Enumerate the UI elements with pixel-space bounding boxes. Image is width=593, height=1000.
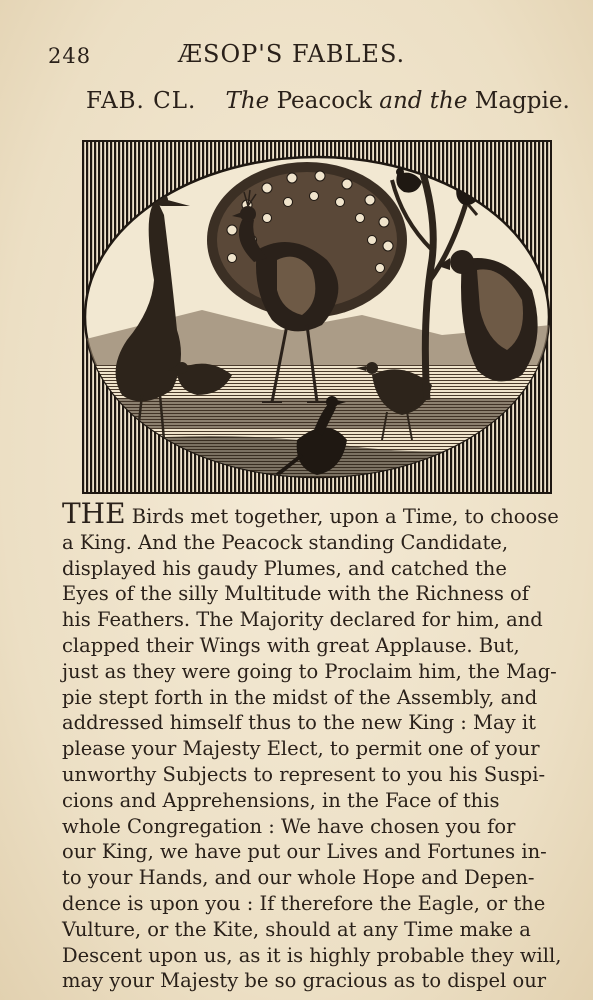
page-number: 248 — [48, 44, 92, 68]
text-line: pie stept forth in the midst of the Assembly, and — [62, 685, 538, 709]
fable-title-and-the: and the — [379, 88, 468, 114]
text-line: Eyes of the silly Multitude with the Richness of — [62, 582, 529, 606]
text-line: a King. And the Peacock standing Candidate, — [62, 530, 509, 554]
text-line: cions and Apprehensions, in the Face of this — [62, 788, 500, 812]
fable-title-magpie: Magpie. — [474, 88, 570, 114]
page-header — [48, 40, 563, 72]
running-title: ÆSOP'S FABLES. — [178, 40, 406, 68]
text-line: just as they were going to Proclaim him, the Mag- — [62, 659, 557, 683]
text-line: Vulture, or the Kite, should at any Time make a — [62, 917, 531, 941]
text-line: our King, we have put our Lives and Fortunes in- — [62, 840, 547, 864]
text-line: to your Hands, and our whole Hope and Depen- — [62, 866, 535, 890]
text-line: whole Congregation : We have chosen you for — [62, 814, 516, 838]
fable-title — [86, 88, 570, 114]
text-line: his Feathers. The Majority declared for him, and — [62, 608, 543, 632]
text-line: dence is upon you : If therefore the Eagle, or the — [62, 891, 546, 915]
text-line: clapped their Wings with great Applause. But, — [62, 633, 520, 657]
text-line: displayed his gaudy Plumes, and catched the — [62, 556, 507, 580]
text-line: may your Majesty be so gracious as to dispel our — [62, 969, 547, 993]
text-line: addressed himself thus to the new King : May it — [62, 711, 536, 735]
initial-capitals: THE — [62, 497, 126, 530]
fable-title-peacock: Peacock — [276, 88, 372, 114]
text-line-first — [62, 497, 582, 530]
fable-number: FAB. CL. — [86, 88, 197, 114]
text-line: Descent upon us, as it is highly probable they will, — [62, 943, 562, 967]
first-line-text: Birds met together, upon a Time, to choose — [125, 505, 559, 528]
text-line: unworthy Subjects to represent to you his Suspi- — [62, 762, 546, 786]
fable-title-the: The — [225, 88, 270, 114]
woodcut-illustration — [82, 140, 552, 494]
text-line: please your Majesty Elect, to permit one of your — [62, 737, 540, 761]
fable-body — [62, 497, 582, 994]
